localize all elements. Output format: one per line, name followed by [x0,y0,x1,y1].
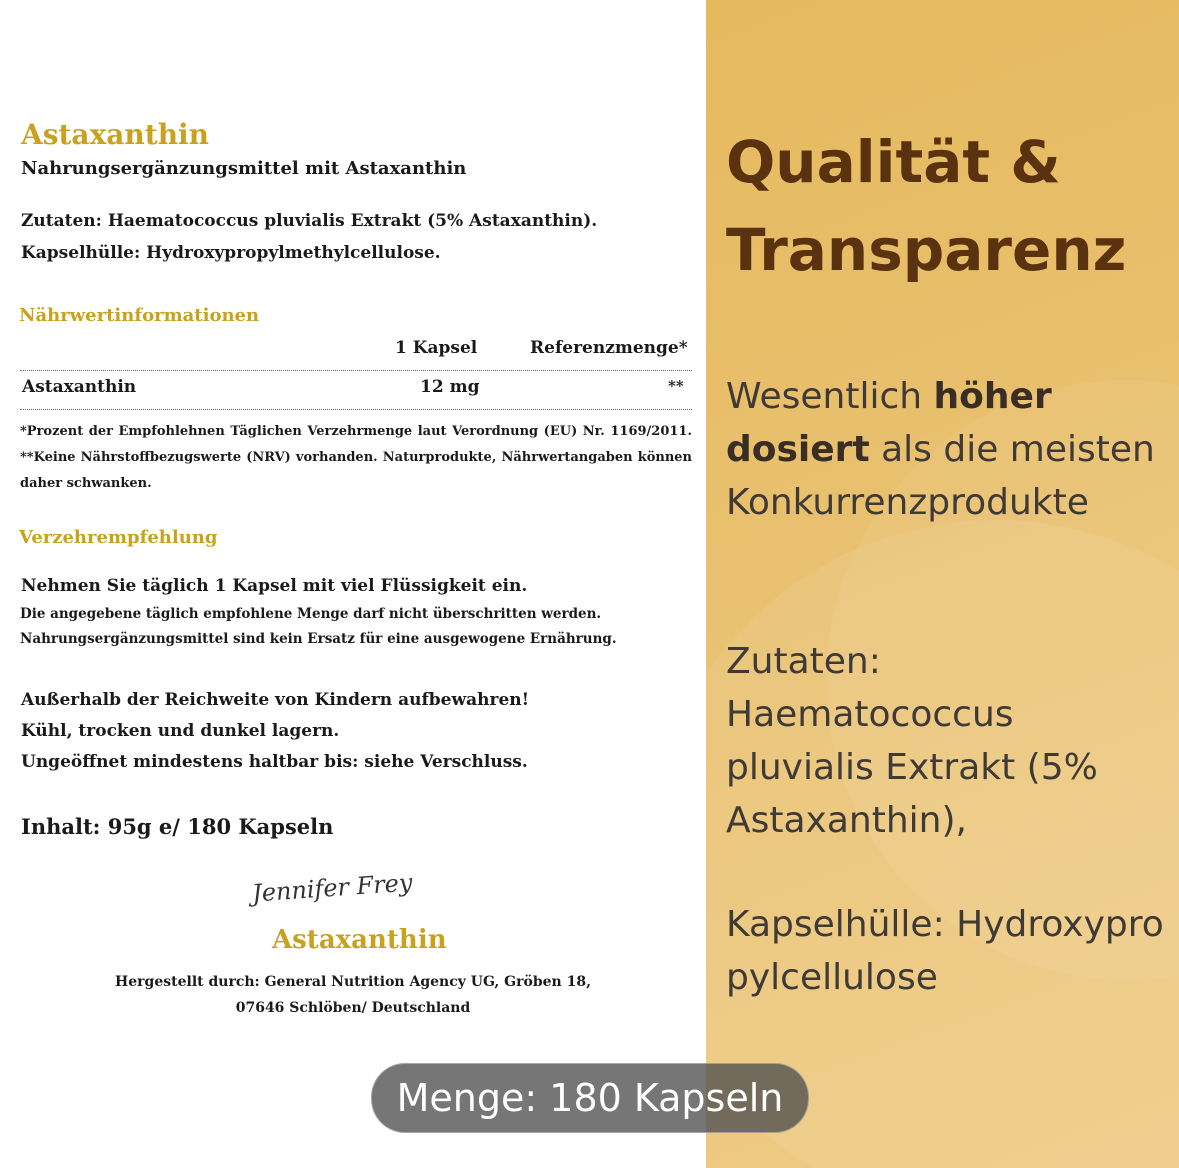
signature: Jennifer Frey [251,868,414,908]
panel-capsule-shell: Kapselhülle: Hydroxypropylcellulose [726,904,1164,998]
content-line: Inhalt: 95g e/ 180 Kapseln [21,814,334,839]
claim-text: als die meisten Konkurrenzprodukte [726,429,1155,523]
claim-text: Wesentlich [726,376,934,417]
capsule-shell-line: Kapselhülle: Hydroxypropylmethylcellulose. [21,243,441,263]
product-subtitle: Nahrungsergänzungsmittel mit Astaxanthin [21,158,467,179]
usage-warning: Nahrungsergänzungsmittel sind kein Ersatz für eine ausgewogene Ernährung. [20,631,617,647]
nutrition-row-reference: ** [668,377,684,395]
nutrition-row-name: Astaxanthin [22,377,137,397]
panel-claim [726,370,1171,529]
manufacturer-line: 07646 Schlöben/ Deutschland [235,1000,471,1016]
info-panel [706,0,1179,1168]
table-divider [20,409,692,410]
nutrition-row-amount: 12 mg [420,377,480,397]
claim-highlight: höher dosiert [726,376,1052,470]
usage-warning: Die angegebene täglich empfohlene Menge darf nicht überschritten werden. [20,606,602,622]
manufacturer-line: Hergestellt durch: General Nutrition Agency UG, Gröben 18, [115,974,591,990]
nutrition-heading: Nährwertinformationen [19,305,260,326]
panel-ingredients: Zutaten: Haematococcus pluvialis Extrakt (5% Astaxanthin), [726,641,1098,841]
quantity-badge[interactable]: Menge: 180 Kapseln [371,1063,809,1133]
nutrition-footnote: *Prozent der Empfohlehnen Täglichen Verzehrmenge laut Verordnung (EU) Nr. 1169/2011. **Keine Nährstoffbezugswerte (NRV) vorhanden. Naturprodukte, Nährwertangaben können daher schwanken. [20,424,692,491]
usage-dose: Nehmen Sie täglich 1 Kapsel mit viel Flüssigkeit ein. [21,576,528,596]
ingredients-line: Zutaten: Haematococcus pluvialis Extrakt (5% Astaxanthin). [21,211,598,231]
storage-line: Ungeöffnet mindestens haltbar bis: siehe Verschluss. [21,752,528,772]
brand-title: Astaxanthin [21,118,210,151]
table-divider [20,370,692,371]
column-header-reference: Referenzmenge* [530,338,688,358]
usage-heading: Verzehrempfehlung [19,527,218,548]
signature-brand: Astaxanthin [272,925,447,955]
panel-title: Qualität & Transparenz [726,128,1127,284]
column-header-capsule: 1 Kapsel [395,338,478,358]
storage-line: Kühl, trocken und dunkel lagern. [21,721,340,741]
storage-line: Außerhalb der Reichweite von Kindern aufbewahren! [21,690,530,710]
